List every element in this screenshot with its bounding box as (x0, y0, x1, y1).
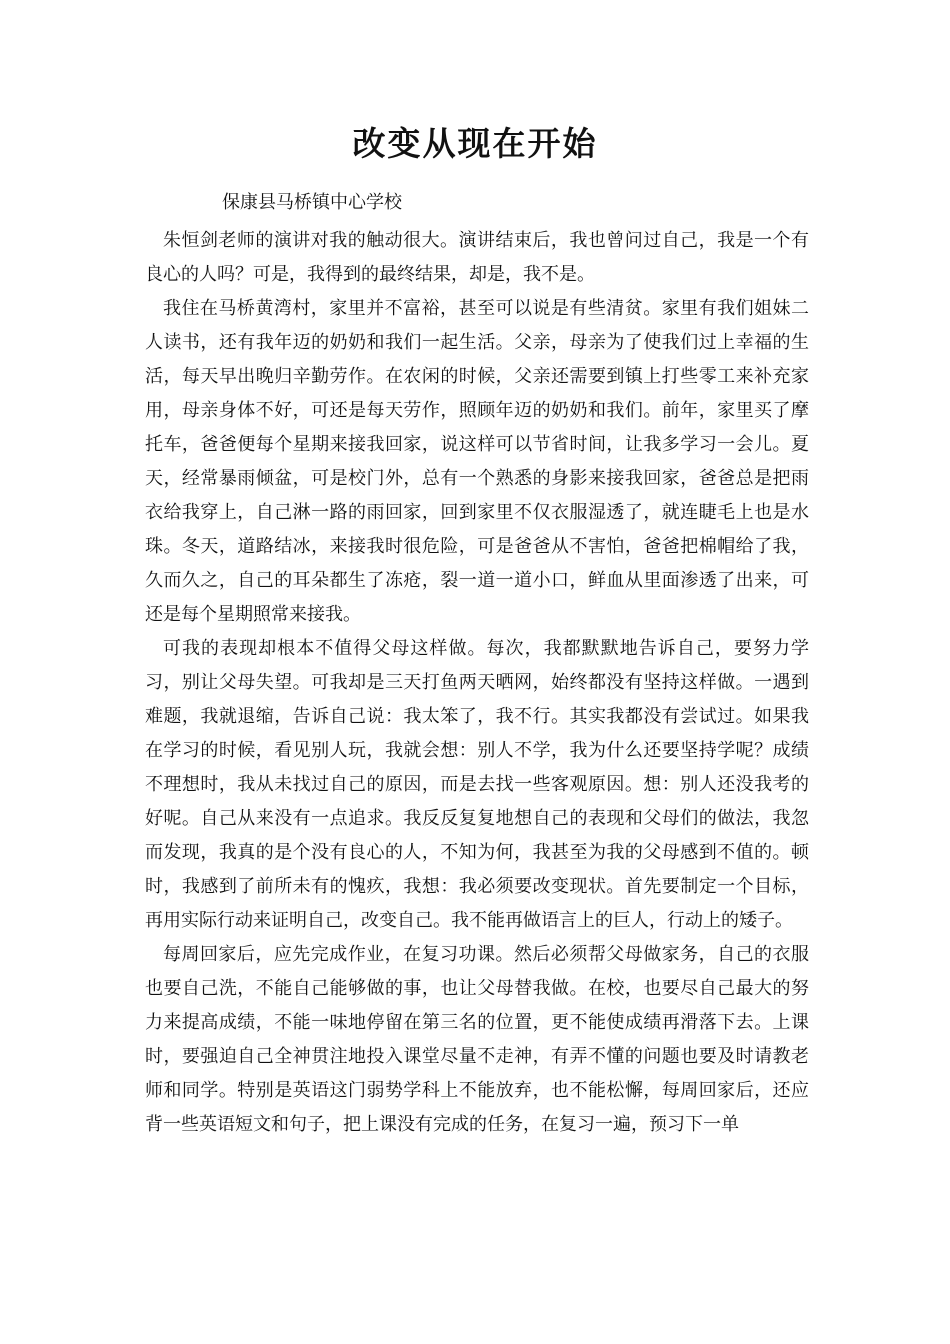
paragraph: 我住在马桥黄湾村，家里并不富裕，甚至可以说是有些清贫。家里有我们姐妹二人读书，还有我年迈的奶奶和我们一起生活。父亲，母亲为了使我们过上幸福的生活，每天早出晚归辛勤劳作。在农闲的时候，父亲还需要到镇上打些零工来补充家用，母亲身体不好，可还是每天劳作，照顾年迈的奶奶和我们。前年，家里买了摩托车，爸爸便每个星期来接我回家，说这样可以节省时间，让我多学习一会儿。夏天，经常暴雨倾盆，可是校门外，总有一个熟悉的身影来接我回家，爸爸总是把雨衣给我穿上，自己淋一路的雨回家，回到家里不仅衣服湿透了，就连睫毛上也是水珠。冬天，道路结冰，来接我时很危险，可是爸爸从不害怕，爸爸把棉帽给了我，久而久之，自己的耳朵都生了冻疮，裂一道一道小口，鲜血从里面渗透了出来，可还是每个星期照常来接我。 (145, 298, 809, 625)
paragraph: 每周回家后，应先完成作业，在复习功课。然后必须帮父母做家务，自己的衣服也要自己洗，不能自己能够做的事，也让父母替我做。在校，也要尽自己最大的努力来提高成绩，不能一味地停留在第三名的位置，更不能使成绩再滑落下去。上课时，要强迫自己全神贯注地投入课堂尽量不走神，有弄不懂的问题也要及时请教老师和同学。特别是英语这门弱势学科上不能放弃，也不能松懈，每周回家后，还应背一些英语短文和句子，把上课没有完成的任务，在复习一遍，预习下一单 (145, 944, 809, 1135)
document-title: 改变从现在开始 (352, 124, 598, 163)
paragraph: 朱恒剑老师的演讲对我的触动很大。演讲结束后，我也曾问过自己，我是一个有良心的人吗？可是，我得到的最终结果，却是，我不是。 (145, 230, 809, 285)
paragraph: 可我的表现却根本不值得父母这样做。每次，我都默默地告诉自己，要努力学习，别让父母失望。可我却是三天打鱼两天晒网，始终都没有坚持这样做。一遇到难题，我就退缩，告诉自己说：我太笨了，我不行。其实我都没有尝试过。如果我在学习的时候，看见别人玩，我就会想：别人不学，我为什么还要坚持学呢？成绩不理想时，我从未找过自己的原因，而是去找一些客观原因。想：别人还没我考的好呢。自己从来没有一点追求。我反反复复地想自己的表现和父母们的做法，我忽而发现，我真的是个没有良心的人，不知为何，我甚至为我的父母感到不值的。顿时，我感到了前所未有的愧疚，我想：我必须要改变现状。首先要制定一个目标，再用实际行动来证明自己，改变自己。我不能再做语言上的巨人，行动上的矮子。 (145, 638, 809, 931)
document-body (145, 224, 809, 1142)
author-school: 保康县马桥镇中心学校 (222, 192, 402, 213)
